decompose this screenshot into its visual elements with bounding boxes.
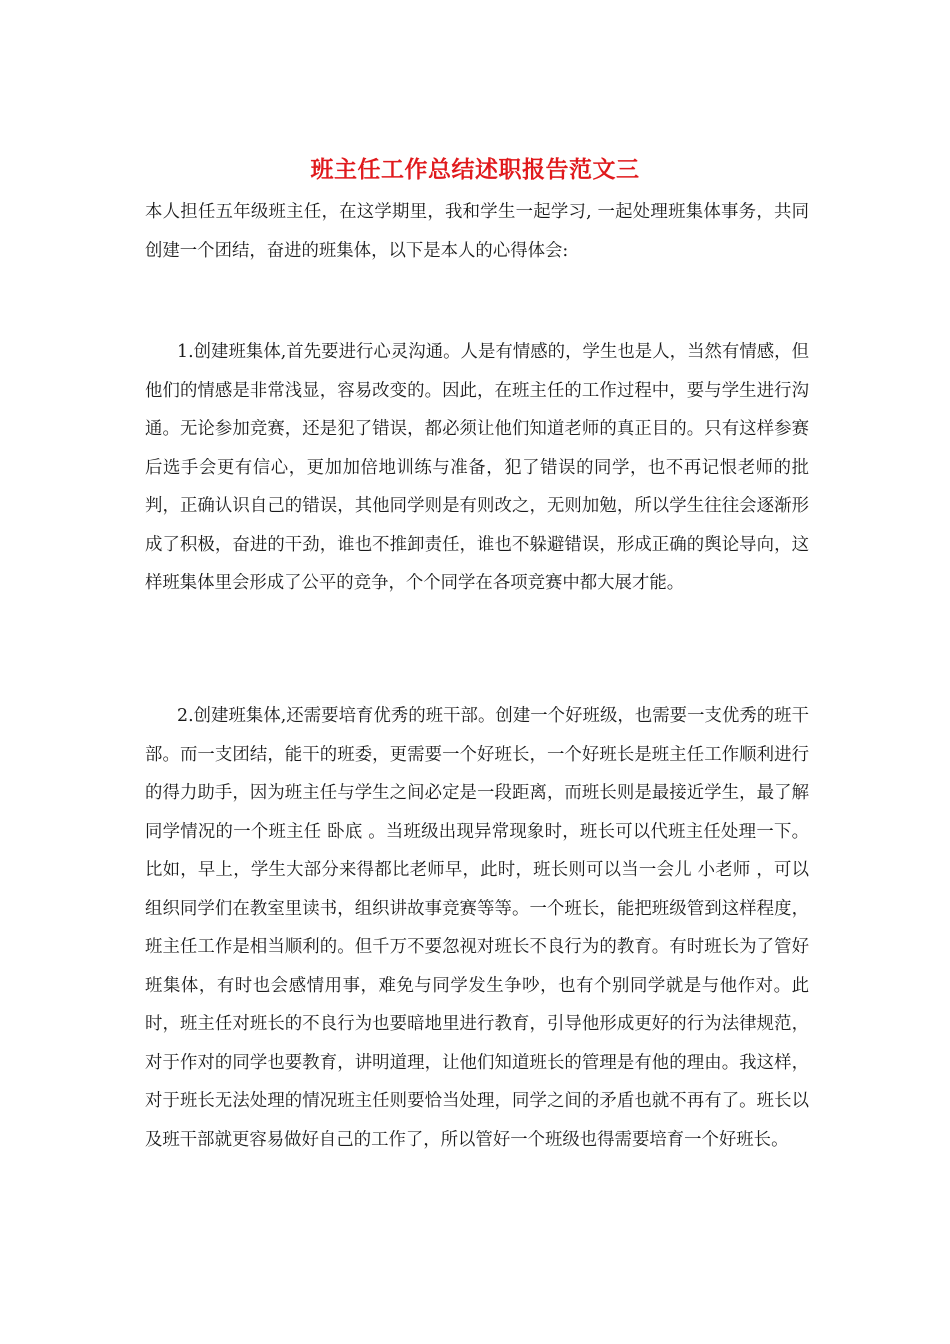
section-2-paragraph: 2.创建班集体,还需要培育优秀的班干部。创建一个好班级，也需要一支优秀的班干部。而一支团结，能干的班委，更需要一个好班长，一个好班长是班主任工作顺利进行的得力助手，因为班主任与学生之间必定是一段距离，而班长则是最接近学生，最了解同学情况的一个班主任 卧底 。当班级出现异常现象时，班长可以代班主任处理一下。比如，早上，学生大部分来得都比老师早，此时，班长则可以当一会儿 小老师 ，可以组织同学们在教室里读书，组织讲故事竞赛等等。一个班长，能把班级管到这样程度，班主任工作是相当顺利的。但千万不要忽视对班长不良行为的教育。有时班长为了管好班集体，有时也会感情用事，难免与同学发生争吵，也有个别同学就是与他作对。此时，班主任对班长的不良行为也要暗地里进行教育，引导他形成更好的行为法律规范，对于作对的同学也要教育，讲明道理，让他们知道班长的管理是有他的理由。我这样，对于班长无法处理的情况班主任则要恰当处理，同学之间的矛盾也就不再有了。班长以及班干部就更容易做好自己的工作了，所以管好一个班级也得需要培育一个好班长。 — [145, 706, 809, 1150]
section-1-paragraph: 1.创建班集体,首先要进行心灵沟通。人是有情感的，学生也是人，当然有情感，但他们的情感是非常浅显，容易改变的。因此，在班主任的工作过程中，要与学生进行沟通。无论参加竞赛，还是犯了错误，都必须让他们知道老师的真正目的。只有这样参赛后选手会更有信心，更加加倍地训练与准备，犯了错误的同学，也不再记恨老师的批判，正确认识自己的错误，其他同学则是有则改之，无则加勉，所以学生往往会逐渐形成了积极，奋进的干劲，谁也不推卸责任，谁也不躲避错误，形成正确的舆论导向，这样班集体里会形成了公平的竞争，个个同学在各项竞赛中都大展才能。 — [145, 342, 809, 593]
intro-paragraph: 本人担任五年级班主任，在这学期里，我和学生一起学习, 一起处理班集体事务，共同创建一个团结，奋进的班集体，以下是本人的心得体会: — [145, 202, 809, 261]
document-title: 班主任工作总结述职报告范文三 — [310, 156, 640, 183]
